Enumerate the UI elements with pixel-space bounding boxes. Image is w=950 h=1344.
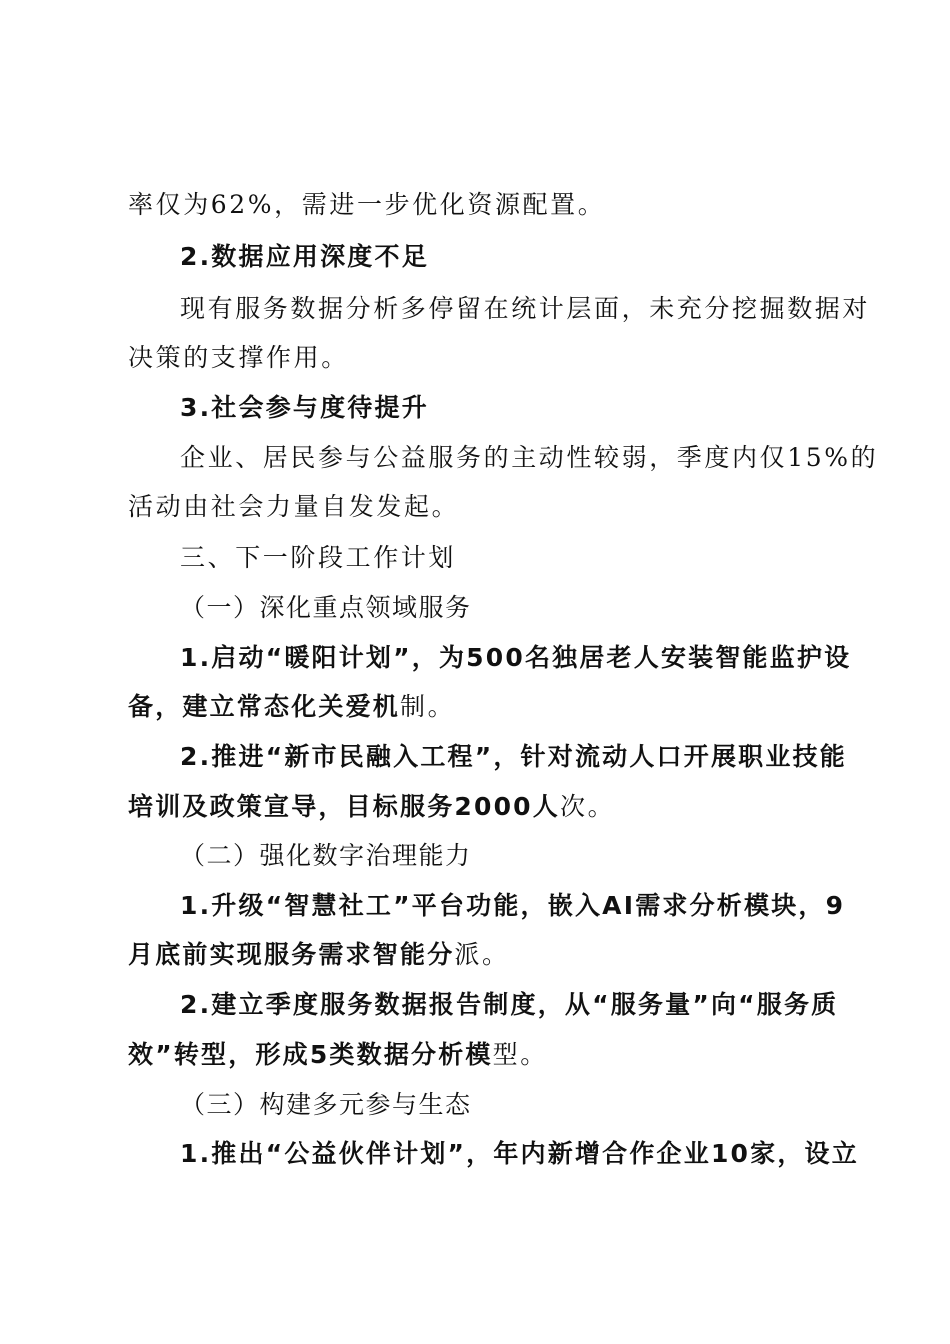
- plan-item-line: 1.推出“公益伙伴计划”，年内新增合作企业10家，设立: [180, 1139, 859, 1168]
- plan-item-text: 月底前实现服务需求智能分: [128, 940, 455, 969]
- chapter-heading: 三、下一阶段工作计划: [180, 543, 457, 572]
- plan-item-line: 1.启动“暖阳计划”，为500名独居老人安装智能监护设: [180, 643, 852, 672]
- paragraph-line: 现有服务数据分析多停留在统计层面，未充分挖掘数据对: [180, 294, 871, 323]
- section-heading: 3.社会参与度待提升: [180, 393, 429, 422]
- plan-item-line: 2.建立季度服务数据报告制度，从“服务量”向“服务质: [180, 990, 839, 1019]
- section-heading: 2.数据应用深度不足: [180, 242, 429, 271]
- plan-item-tail: 次。: [559, 792, 616, 821]
- plan-item-text: 备，建立常态化关爱机: [128, 692, 401, 721]
- plan-item-line: [128, 938, 832, 972]
- plan-item-line: [128, 1038, 832, 1072]
- plan-item-line: [128, 790, 832, 824]
- subsection-heading: （一）深化重点领域服务: [180, 593, 472, 622]
- plan-item-tail: 制。: [400, 692, 456, 721]
- plan-item-line: [128, 690, 832, 724]
- plan-item-tail: 型。: [492, 1040, 548, 1069]
- plan-item-text: 培训及政策宣导，目标服务2000人: [128, 792, 560, 821]
- subsection-heading: （二）强化数字治理能力: [180, 841, 472, 870]
- plan-item-line: 2.推进“新市民融入工程”，针对流动人口开展职业技能: [180, 742, 847, 771]
- subsection-heading: （三）构建多元参与生态: [180, 1090, 472, 1119]
- plan-item-line: 1.升级“智慧社工”平台功能，嵌入AI需求分析模块，9: [180, 891, 846, 920]
- plan-item-tail: 派。: [454, 940, 510, 969]
- paragraph-line: 企业、居民参与公益服务的主动性较弱，季度内仅15%的: [180, 443, 879, 472]
- paragraph-line: 活动由社会力量自发发起。: [128, 492, 460, 521]
- paragraph-line: 决策的支撑作用。: [128, 343, 349, 372]
- plan-item-text: 效”转型，形成5类数据分析模: [128, 1040, 493, 1069]
- paragraph-line: 率仅为62%，需进一步优化资源配置。: [128, 190, 606, 219]
